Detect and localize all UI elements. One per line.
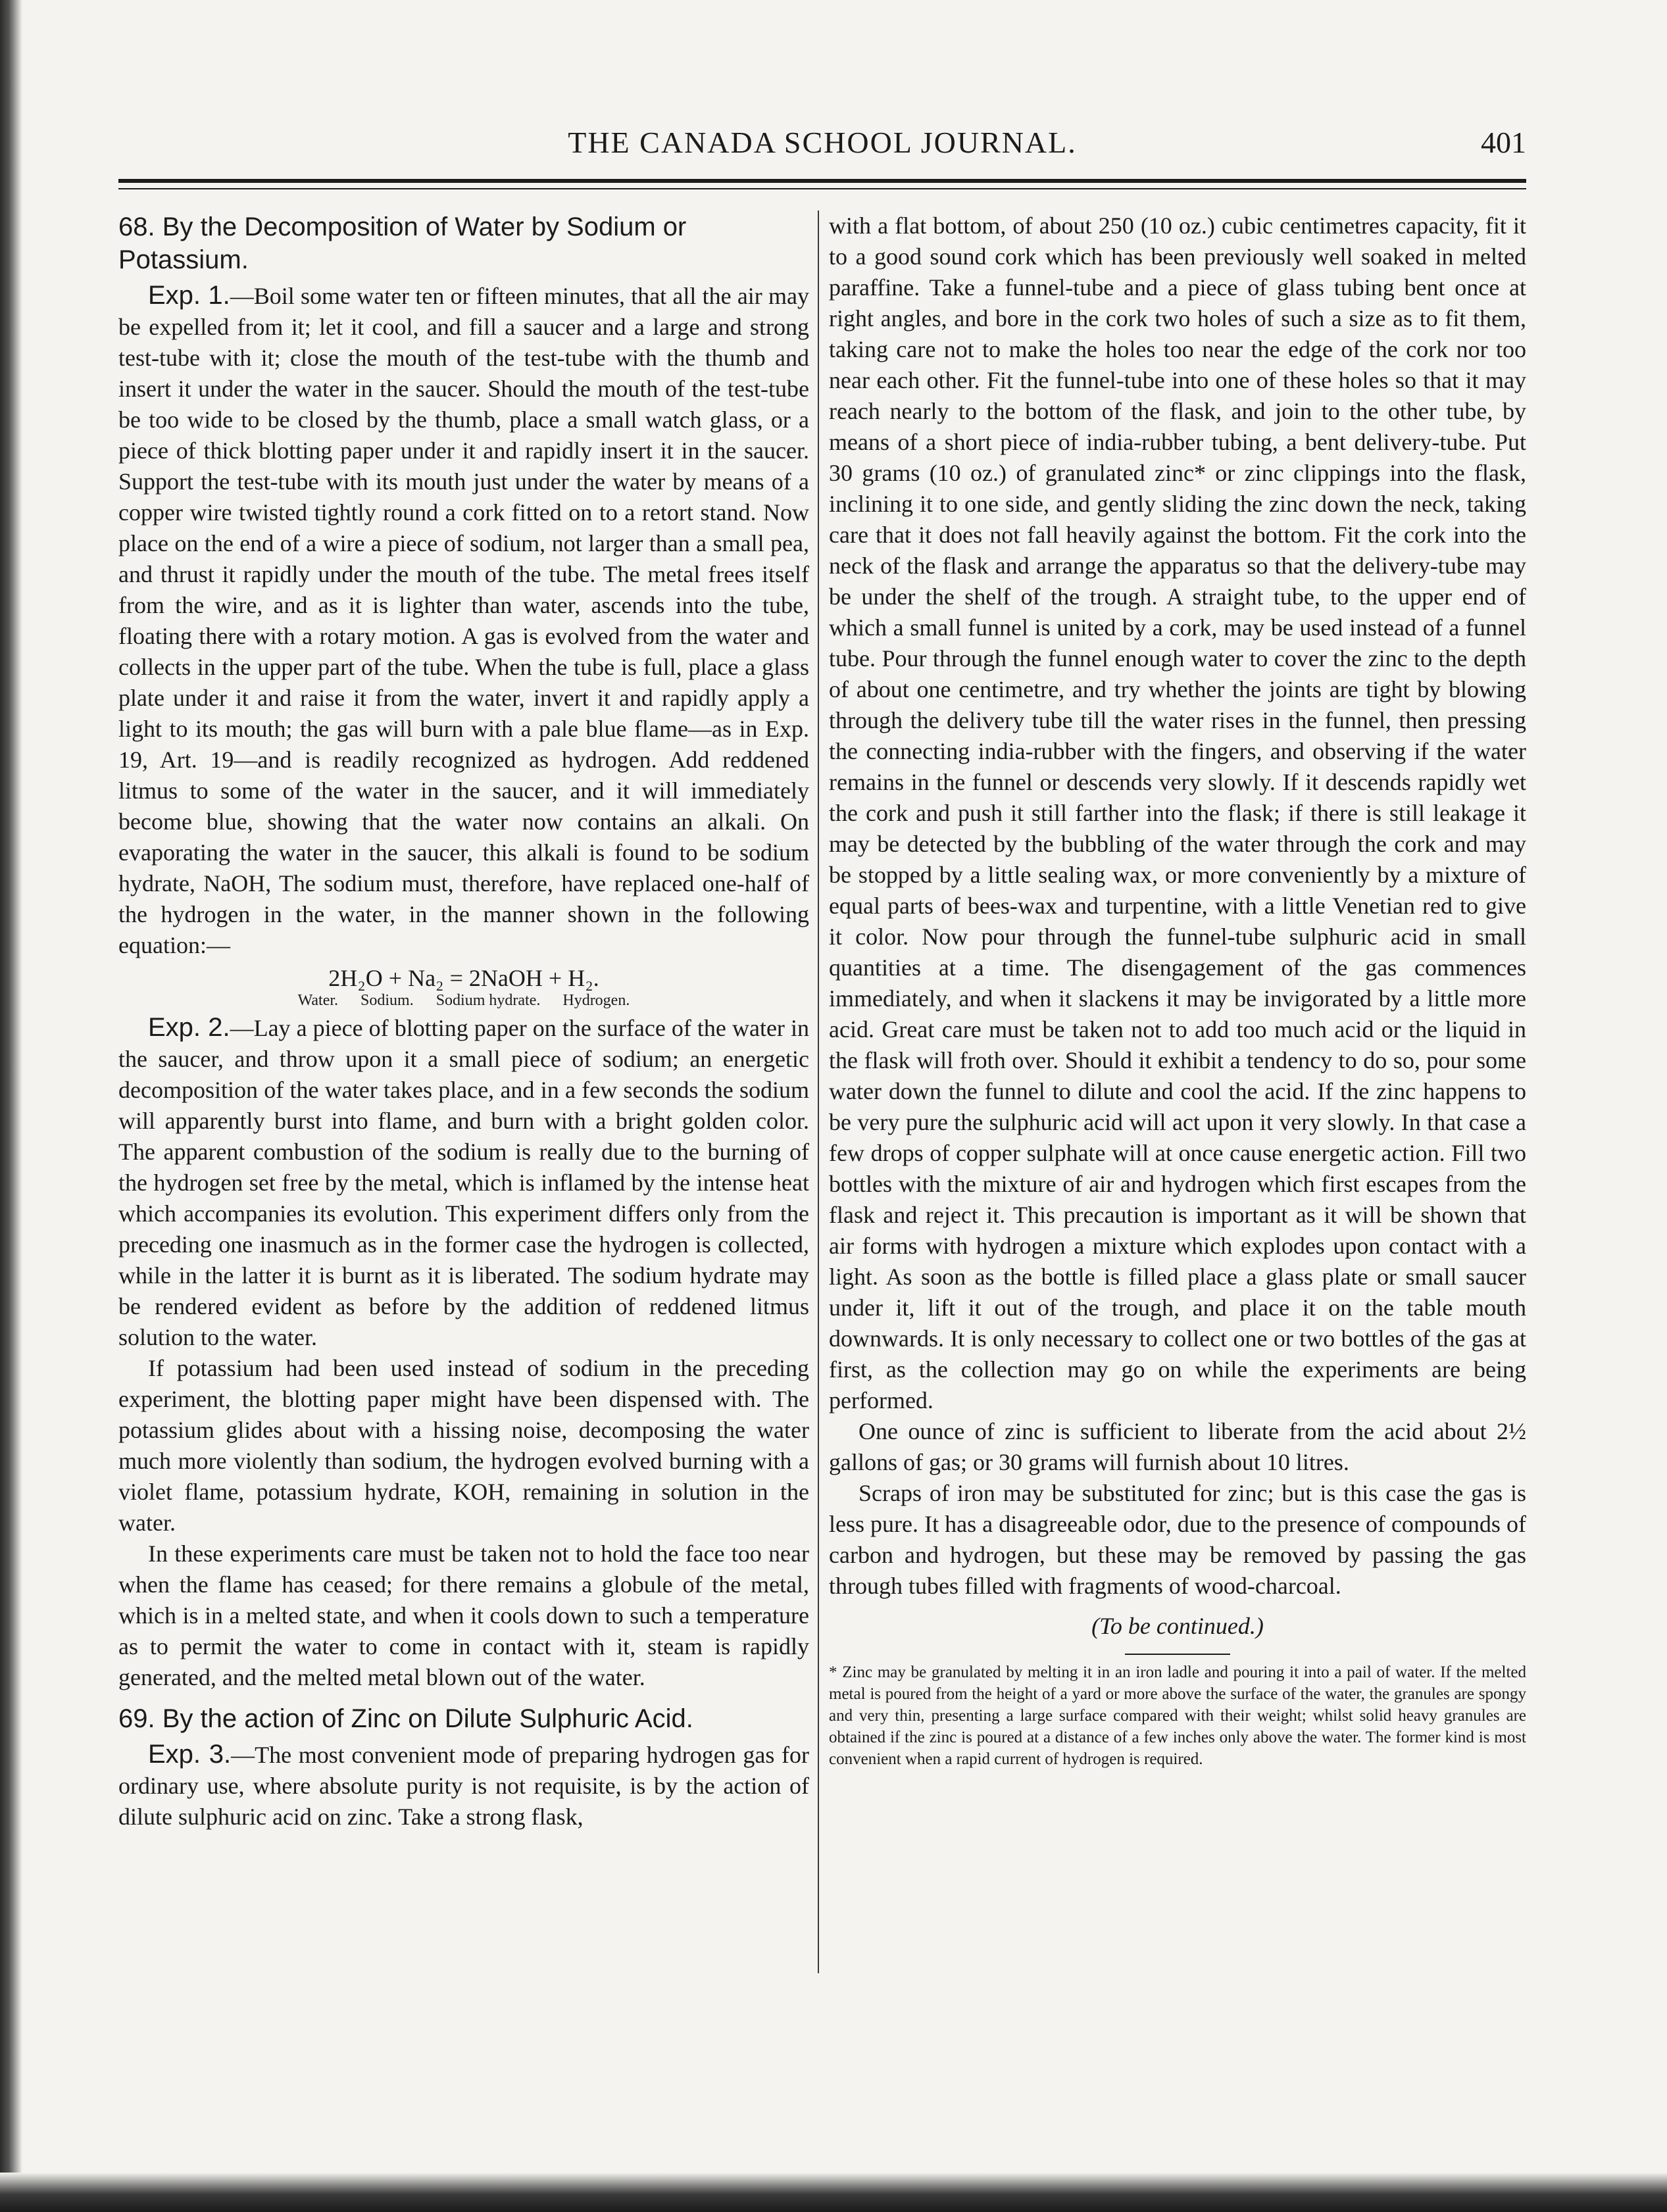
- caution-paragraph: In these experiments care must be taken not to hold the face too near when the flame has ceased; for there remains a globule of the metal, which is in a melted state, and when it cools down to such a temperature as to permit the water to come in contact with it, steam is rapidly generated, and the melted metal blown out of the water.: [118, 1540, 809, 1690]
- exp-3-text: —The most convenient mode of preparing hydrogen gas for ordinary use, where absolute purity is not requisite, is by the action of dilute sulphuric acid on zinc. Take a strong flask,: [118, 1742, 809, 1830]
- exp-3-continuation: with a flat bottom, of about 250 (10 oz.) cubic centimetres capacity, fit it to a good sound cork which has been previously well soaked in melted paraffine. Take a funnel-tube and a piece of glass tubing bent once at right angles, and bore in the cork two holes of such a size as to fit them, taking care not to make the holes too near the edge of the cork nor too near each other. Fit the funnel-tube into one of these holes so that it may reach nearly to the bottom of the flask, and join to the other tube, by means of a short piece of india-rubber tubing, a bent delivery-tube. Put 30 grams (10 oz.) of granulated zinc* or zinc clippings into the flask, inclining it to one side, and gently sliding the zinc down the neck, taking care that it does not fall heavily against the bottom. Fit the cork into the neck of the flask and arrange the apparatus so that the delivery-tube may be under the shelf of the trough. A straight tube, to the upper end of which a small funnel is united by a cork, may be used instead of a funnel tube. Pour through the funnel enough water to cover the zinc to the depth of about one centimetre, and try whether the joints are tight by blowing through the delivery tube till the water rises in the funnel, then pressing the connecting india-rubber with the fingers, and observing if the water remains in the funnel or descends very slowly. If it descends rapidly wet the cork and push it still farther into the flask; if there is still leakage it may be detected by the bubbling of the water through the cork and may be stopped by a little sealing wax, or more conveniently by a mixture of equal parts of bees-wax and turpentine, with a little Venetian red to give it color. Now pour through the funnel-tube sulphuric acid in small quantities at a time. The disengagement of the gas commences immediately, and when it slackens it may be invigorated by a little more acid. Great care must be taken not to add too much acid or the liquid in the flask will froth over. Should it exhibit a tendency to do so, pour some water down the funnel to dilute and cool the acid. If the zinc happens to be very pure the sulphuric acid will act upon it very slowly. In that case a few drops of copper sulphate will at once cause energetic action. Fill two bottles with the mixture of air and hydrogen which first escapes from the flask and reject it. This precaution is important as it will be shown that air forms with hydrogen a mixture which explodes upon contact with a light. As soon as the bottle is filled place a glass plate or small saucer under it, lift it out of the trough, and place it on the table mouth downwards. It is only necessary to collect one or two bottles of the gas at first, as the collection may go on while the experiments are being performed.: [829, 212, 1526, 1413]
- equation-label-hydrogen: Hydrogen.: [562, 992, 630, 1009]
- zinc-quantity-paragraph: One ounce of zinc is sufficient to liberate from the acid about 2½ gallons of gas; or 30 grams will furnish about 10 litres.: [829, 1418, 1526, 1475]
- potassium-paragraph: If potassium had been used instead of sodium in the preceding experiment, the blotting paper might have been dispensed with. The potassium glides about with a hissing noise, decomposing the water much more violently than sodium, the hydrogen evolved burning with a violet flame, potassium hydrate, KOH, remaining in solution in the water.: [118, 1355, 809, 1536]
- scan-left-edge: [0, 0, 22, 2212]
- footnote-rule: [1125, 1654, 1230, 1655]
- left-column: [118, 210, 809, 1832]
- header-rule-thin: [118, 188, 1526, 189]
- scraps-paragraph: Scraps of iron may be substituted for zinc; but is this case the gas is less pure. It has a disagreeable odor, due to the presence of compounds of carbon and hydrogen, but these may be removed by passing the gas through tubes filled with fragments of wood-charcoal.: [829, 1480, 1526, 1599]
- equation-label-sodium: Sodium.: [361, 992, 414, 1009]
- equation-labels: [118, 991, 809, 1010]
- equation-label-water: Water.: [297, 992, 339, 1009]
- exp-1-text: —Boil some water ten or fifteen minutes, that all the air may be expelled from it; let it cool, and fill a saucer and a large and strong test-tube with it; close the mouth of the test-tube with the thumb and insert it under the water in the saucer. Should the mouth of the test-tube be too wide to be closed by the thumb, place a small watch glass, or a piece of thick blotting paper under it and rapidly insert it in the saucer. Support the test-tube with its mouth just under the water by means of a copper wire twisted tightly round a cork fitted on to a retort stand. Now place on the end of a wire a piece of sodium, not larger than a small pea, and thrust it rapidly under the mouth of the tube. The metal frees itself from the wire, and as it is lighter than water, ascends into the tube, floating there with a rotary motion. A gas is evolved from the water and collects in the upper part of the tube. When the tube is full, place a glass plate under it and raise it from the water, invert it and rapidly apply a light to its mouth; the gas will burn with a pale blue flame—as in Exp. 19, Art. 19—and is readily recognized as hydrogen. Add reddened litmus to some of the water in the saucer, and it will immediately become blue, showing that the water now contains an alkali. On evaporating the water in the saucer, this alkali is found to be sodium hydrate, NaOH, The sodium must, therefore, have replaced one-half of the hydrogen in the water, in the manner shown in the following equation:—: [118, 283, 810, 958]
- exp-2-paragraph: [118, 1012, 809, 1353]
- sodium-equation: 2H₂O + Na₂ = 2NaOH + H₂.: [328, 965, 599, 991]
- section-68-heading: 68. By the Decomposition of Water by Sodium or Potassium.: [118, 212, 687, 274]
- column-divider: [818, 210, 819, 1973]
- right-column: [829, 210, 1526, 1770]
- running-title: THE CANADA SCHOOL JOURNAL.: [568, 126, 1077, 159]
- header-rule-thick: [118, 179, 1526, 183]
- exp-2-label: Exp. 2.: [148, 1013, 230, 1042]
- page-header: [118, 125, 1526, 171]
- exp-3-label: Exp. 3.: [148, 1740, 232, 1769]
- scan-bottom-edge: [0, 2173, 1667, 2212]
- page-number: 401: [1481, 126, 1526, 159]
- exp-1-label: Exp. 1.: [148, 281, 230, 310]
- exp-3-paragraph: [118, 1739, 809, 1832]
- section-69-heading: 69. By the action of Zinc on Dilute Sulphuric Acid.: [118, 1704, 693, 1733]
- footnote: * Zinc may be granulated by melting it in an iron ladle and pouring it into a pail of water. If the melted metal is poured from the height of a yard or more above the surface of the water, the granules are spongy and very thin, presenting a large surface compared with their weight; whilst solid heavy granules are obtained if the zinc is poured at a distance of a few inches only above the water. The former kind is most convenient when a rapid current of hydrogen is required.: [829, 1663, 1526, 1768]
- to-be-continued: (To be continued.): [1091, 1613, 1264, 1639]
- exp-2-text: —Lay a piece of blotting paper on the surface of the water in the saucer, and throw upon it a small piece of sodium; an energetic decomposition of the water takes place, and in a few seconds the sodium will apparently burst into flame, and burn with a bright golden color. The apparent combustion of the sodium is really due to the burning of the hydrogen set free by the metal, which is inflamed by the intense heat which accompanies its evolution. This experiment differs only from the preceding one inasmuch as in the former case the hydrogen is collected, while in the latter it is burnt as it is liberated. The sodium hydrate may be rendered evident as before by the addition of reddened litmus solution to the water.: [118, 1015, 809, 1350]
- equation-label-sodium-hydrate: Sodium hydrate.: [435, 992, 541, 1009]
- exp-1-paragraph: [118, 280, 809, 961]
